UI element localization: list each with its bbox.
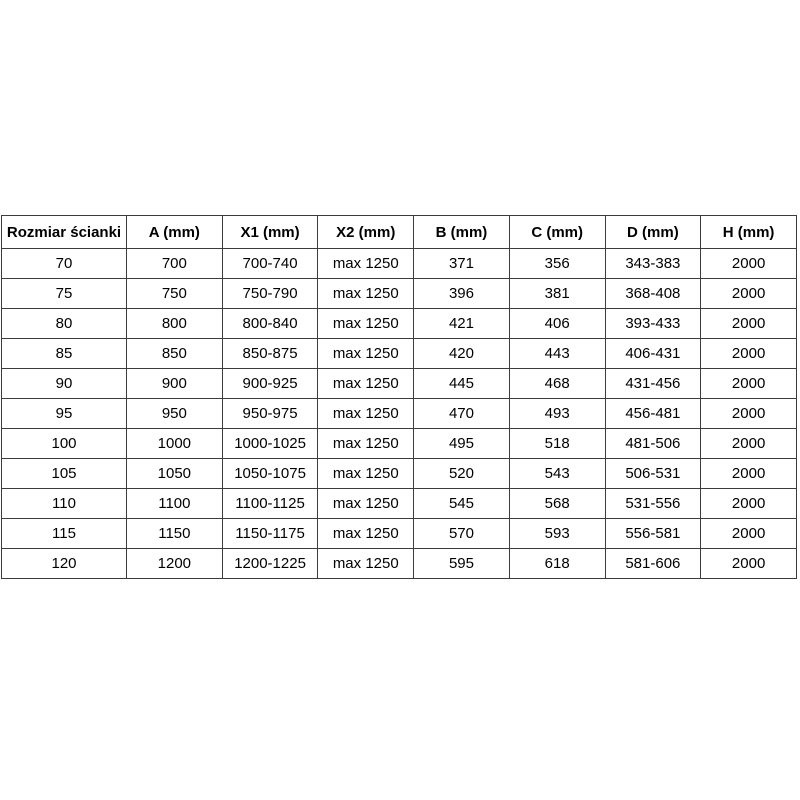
column-header-x2-mm: X2 (mm) [318,216,414,249]
cell-x2-mm: max 1250 [318,489,414,519]
cell-c-mm: 518 [509,429,605,459]
cell-b-mm: 445 [414,369,510,399]
cell-x1-mm: 1100-1125 [222,489,318,519]
cell-a-mm: 1050 [127,459,223,489]
cell-a-mm: 750 [127,279,223,309]
cell-c-mm: 543 [509,459,605,489]
cell-c-mm: 468 [509,369,605,399]
cell-b-mm: 371 [414,249,510,279]
table-row [2,549,797,579]
cell-x2-mm: max 1250 [318,549,414,579]
cell-d-mm: 431-456 [605,369,701,399]
cell-c-mm: 618 [509,549,605,579]
cell-x1-mm: 1150-1175 [222,519,318,549]
cell-rozmiar-scianki: 120 [2,549,127,579]
table-row [2,519,797,549]
cell-b-mm: 421 [414,309,510,339]
cell-x2-mm: max 1250 [318,279,414,309]
table-row [2,429,797,459]
cell-a-mm: 850 [127,339,223,369]
cell-b-mm: 396 [414,279,510,309]
cell-x2-mm: max 1250 [318,519,414,549]
cell-d-mm: 456-481 [605,399,701,429]
cell-h-mm: 2000 [701,519,797,549]
cell-h-mm: 2000 [701,489,797,519]
table-row [2,309,797,339]
cell-rozmiar-scianki: 75 [2,279,127,309]
cell-h-mm: 2000 [701,399,797,429]
cell-x1-mm: 1200-1225 [222,549,318,579]
table-row [2,459,797,489]
cell-x2-mm: max 1250 [318,249,414,279]
size-table-container [1,215,797,579]
cell-c-mm: 593 [509,519,605,549]
table-row [2,369,797,399]
column-header-h-mm: H (mm) [701,216,797,249]
cell-a-mm: 1000 [127,429,223,459]
cell-b-mm: 595 [414,549,510,579]
table-row [2,489,797,519]
table-row [2,279,797,309]
cell-x2-mm: max 1250 [318,339,414,369]
column-header-x1-mm: X1 (mm) [222,216,318,249]
cell-c-mm: 356 [509,249,605,279]
cell-a-mm: 1200 [127,549,223,579]
cell-c-mm: 381 [509,279,605,309]
cell-c-mm: 443 [509,339,605,369]
cell-x1-mm: 1000-1025 [222,429,318,459]
column-header-rozmiar-scianki: Rozmiar ścianki [2,216,127,249]
cell-b-mm: 470 [414,399,510,429]
cell-x1-mm: 700-740 [222,249,318,279]
cell-a-mm: 1100 [127,489,223,519]
cell-x2-mm: max 1250 [318,309,414,339]
cell-c-mm: 493 [509,399,605,429]
cell-b-mm: 545 [414,489,510,519]
cell-a-mm: 950 [127,399,223,429]
cell-x1-mm: 950-975 [222,399,318,429]
cell-h-mm: 2000 [701,459,797,489]
cell-rozmiar-scianki: 115 [2,519,127,549]
column-header-c-mm: C (mm) [509,216,605,249]
cell-b-mm: 570 [414,519,510,549]
table-body [2,249,797,579]
table-row [2,339,797,369]
cell-x1-mm: 750-790 [222,279,318,309]
cell-a-mm: 900 [127,369,223,399]
cell-d-mm: 368-408 [605,279,701,309]
cell-h-mm: 2000 [701,549,797,579]
cell-rozmiar-scianki: 95 [2,399,127,429]
cell-x1-mm: 800-840 [222,309,318,339]
header-row [2,216,797,249]
table-head [2,216,797,249]
cell-h-mm: 2000 [701,309,797,339]
cell-d-mm: 393-433 [605,309,701,339]
cell-h-mm: 2000 [701,429,797,459]
cell-d-mm: 581-606 [605,549,701,579]
cell-c-mm: 406 [509,309,605,339]
cell-h-mm: 2000 [701,369,797,399]
cell-x1-mm: 900-925 [222,369,318,399]
cell-a-mm: 1150 [127,519,223,549]
cell-d-mm: 343-383 [605,249,701,279]
cell-b-mm: 420 [414,339,510,369]
cell-d-mm: 506-531 [605,459,701,489]
column-header-b-mm: B (mm) [414,216,510,249]
wall-size-spec-table [1,215,797,579]
cell-d-mm: 481-506 [605,429,701,459]
cell-h-mm: 2000 [701,249,797,279]
cell-x1-mm: 850-875 [222,339,318,369]
cell-rozmiar-scianki: 100 [2,429,127,459]
cell-rozmiar-scianki: 80 [2,309,127,339]
cell-rozmiar-scianki: 70 [2,249,127,279]
cell-a-mm: 700 [127,249,223,279]
cell-x2-mm: max 1250 [318,399,414,429]
cell-c-mm: 568 [509,489,605,519]
table-row [2,249,797,279]
cell-rozmiar-scianki: 105 [2,459,127,489]
cell-rozmiar-scianki: 90 [2,369,127,399]
cell-h-mm: 2000 [701,339,797,369]
cell-x2-mm: max 1250 [318,369,414,399]
cell-x2-mm: max 1250 [318,429,414,459]
cell-x1-mm: 1050-1075 [222,459,318,489]
cell-d-mm: 556-581 [605,519,701,549]
cell-x2-mm: max 1250 [318,459,414,489]
cell-b-mm: 495 [414,429,510,459]
cell-rozmiar-scianki: 85 [2,339,127,369]
cell-d-mm: 531-556 [605,489,701,519]
column-header-a-mm: A (mm) [127,216,223,249]
column-header-d-mm: D (mm) [605,216,701,249]
cell-h-mm: 2000 [701,279,797,309]
cell-rozmiar-scianki: 110 [2,489,127,519]
cell-d-mm: 406-431 [605,339,701,369]
cell-b-mm: 520 [414,459,510,489]
table-row [2,399,797,429]
cell-a-mm: 800 [127,309,223,339]
